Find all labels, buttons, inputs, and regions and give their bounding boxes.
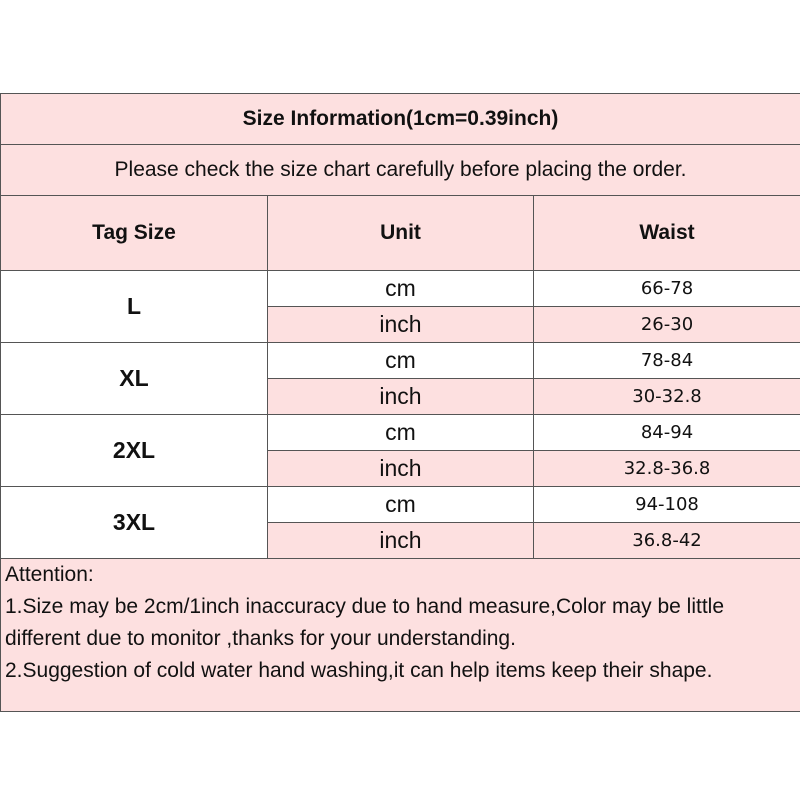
header-waist: Waist <box>534 196 800 271</box>
size-label: XL <box>1 343 268 415</box>
header-row <box>1 196 800 271</box>
unit-cell: cm <box>268 271 534 307</box>
size-label: 2XL <box>1 415 268 487</box>
size-label: L <box>1 271 268 343</box>
header-unit: Unit <box>268 196 534 271</box>
unit-cell: cm <box>268 487 534 523</box>
unit-cell: inch <box>268 523 534 559</box>
unit-cell: cm <box>268 415 534 451</box>
unit-cell: cm <box>268 343 534 379</box>
size-chart <box>0 93 800 712</box>
header-tag-size: Tag Size <box>1 196 268 271</box>
unit-cell: inch <box>268 379 534 415</box>
attention-box <box>1 559 800 712</box>
table-row <box>1 271 800 307</box>
attention-note-2: 2.Suggestion of cold water hand washing,it can help items keep their shape. <box>5 659 713 682</box>
table-row <box>1 415 800 451</box>
order-notice: Please check the size chart carefully before placing the order. <box>1 145 800 196</box>
waist-value: 36.8-42 <box>534 523 800 559</box>
table-row <box>1 487 800 523</box>
waist-value: 84-94 <box>534 415 800 451</box>
waist-value: 26-30 <box>534 307 800 343</box>
waist-value: 32.8-36.8 <box>534 451 800 487</box>
waist-value: 66-78 <box>534 271 800 307</box>
attention-note-1: 1.Size may be 2cm/1inch inaccuracy due to hand measure,Color may be little different due to monitor ,thanks for your understanding. <box>5 595 725 650</box>
waist-value: 78-84 <box>534 343 800 379</box>
waist-value: 94-108 <box>534 487 800 523</box>
unit-cell: inch <box>268 307 534 343</box>
waist-value: 30-32.8 <box>534 379 800 415</box>
table-row <box>1 343 800 379</box>
size-table <box>0 93 800 712</box>
unit-cell: inch <box>268 451 534 487</box>
chart-title: Size Information(1cm=0.39inch) <box>1 94 800 145</box>
attention-heading: Attention: <box>5 563 94 586</box>
size-label: 3XL <box>1 487 268 559</box>
